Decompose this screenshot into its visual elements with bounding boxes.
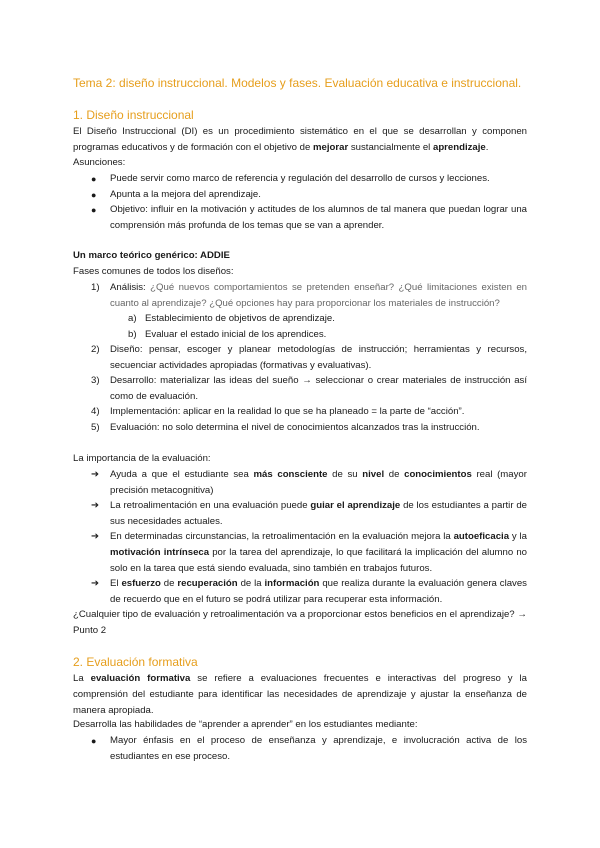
phases-label: Fases comunes de todos los diseños: xyxy=(73,266,234,277)
arrow-icon: ➔ xyxy=(91,469,100,480)
document-title: Tema 2: diseño instruccional. Modelos y fases. Evaluación educativa e instruccional. xyxy=(73,76,522,90)
section-2-heading: 2. Evaluación formativa xyxy=(73,655,198,669)
bullet-icon: ● xyxy=(91,174,97,184)
section-1-intro: El Diseño Instruccional (DI) es un procedimiento sistemático en el que se desarrollan y componen programas educativos y de formación con el objetivo de mejorar sustancialmente el aprendizaje. xyxy=(73,126,527,153)
closing-question: ¿Cualquier tipo de evaluación y retroalimentación va a proporcionar estos beneficios en el aprendizaje? → Punto 2 xyxy=(73,609,527,636)
addie-heading: Un marco teórico genérico: ADDIE xyxy=(73,250,230,261)
section-1-heading: 1. Diseño instruccional xyxy=(73,108,194,122)
importance-label: La importancia de la evaluación: xyxy=(73,453,211,464)
bullet-icon: ● xyxy=(91,205,97,215)
develops-label: Desarrolla las habilidades de “aprender a aprender” en los estudiantes mediante: xyxy=(73,719,418,730)
section-2-intro: La evaluación formativa se refiere a evaluaciones frecuentes e interactivas del progreso y la comprensión del estudiante para identificar las necesidades de aprendizaje y ajustar la enseñanza de manera apropiada. xyxy=(73,673,527,716)
arrow-icon: ➔ xyxy=(91,578,100,589)
asunciones-label: Asunciones: xyxy=(73,157,126,168)
arrow-icon: ➔ xyxy=(91,531,100,542)
document-page: Tema 2: diseño instruccional. Modelos y fases. Evaluación educativa e instruccional. 1. Diseño instruccional El Diseño Instruccional (DI) es un procedimiento sistemático en el que se desarrollan y componen programas educativos y de formación con el objetivo de mejorar sustancialmente el aprendizaje. Asunciones: ● Puede servir como marco de referencia y regulación del desarrollo de cursos y lecciones. ● Apunta a la mejora del aprendizaje. ● Objetivo: influir en la motivación y actitudes de los alumnos de tal manera que puedan lograr una comprensión más profunda de los temas que se van a aprender. Un marco teórico genérico: ADDIE Fases comunes de todos los diseños: 1) Análisis: ¿Qué nuevos comportamientos se pretenden enseñar? ¿Qué limitaciones existen en cuanto al aprendizaje? ¿Qué opciones hay para proporcionar los materiales de instrucción? a) Establecimiento de objetivos de aprendizaje. b) Evaluar el estado inicial de los aprendices. 2) Diseño: pensar, escoger y planear metodologías de instrucción; herramientas y recursos, secuenciar actividades apropiadas (formativas y evaluativas). 3) Desarrollo: materializar las ideas del sueño → seleccionar o crear materiales de instrucción así como de evaluación. 4) Implementación: aplicar en la realidad lo que se ha planeado = la parte de “acción”. 5) Evaluación: no solo determina el nivel de conocimientos alcanzados tras la instrucción. La importancia de la evaluación: ➔ Ayuda a que el estudiante sea más consciente de su nivel de conocimientos real (mayor precisión metacognitiva) ➔ La retroalimentación en una evaluación puede guiar el aprendizaje de los estudiantes a partir de sus necesidades actuales. ➔ En determinadas circunstancias, la retroalimentación en la evaluación mejora la autoeficacia y la motivación intrínseca por la tarea del aprendizaje, lo que facilitará la implicación del alumno no solo en la tarea que está siendo evaluada, sino también en trabajos futuros. ➔ El esfuerzo de recuperación de la información que realiza durante la evaluación genera claves de recuerdo que en el futuro se podrá utilizar para recuperar esta información. ¿Cualquier tipo de evaluación y retroalimentación va a proporcionar estos beneficios en el aprendizaje? → Punto 2 2. Evaluación formativa La evaluación formativa se refiere a evaluaciones frecuentes e interactivas del progreso y la comprensión del estudiante para identificar las necesidades de aprendizaje y ajustar la enseñanza de manera apropiada. Desarrolla las habilidades de “aprender a aprender” en los estudiantes mediante: ● Mayor énfasis en el proceso de enseñanza y aprendizaje, e involucración activa de los estudiantes en ese proceso. xyxy=(73,76,528,762)
bullet-icon: ● xyxy=(91,736,97,746)
bullet-icon: ● xyxy=(91,190,97,200)
arrow-icon: ➔ xyxy=(91,500,100,511)
